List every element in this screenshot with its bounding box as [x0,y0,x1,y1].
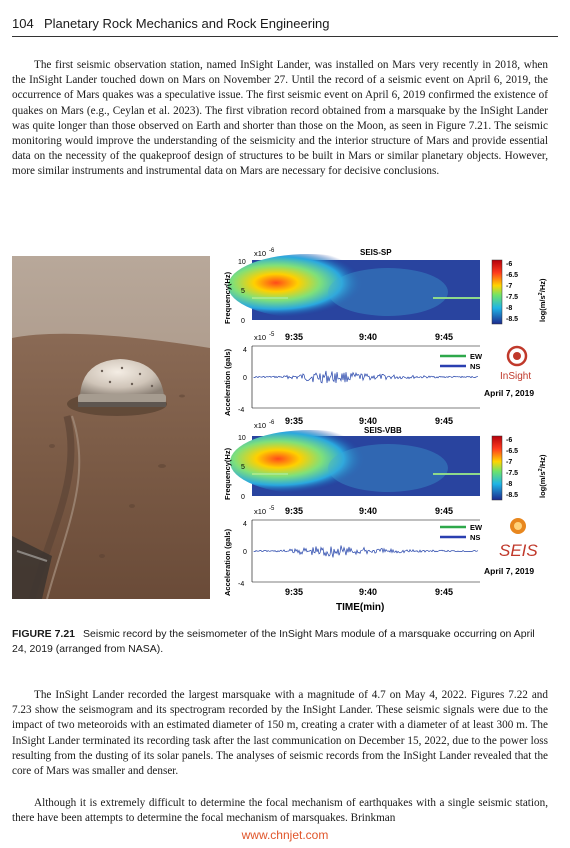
vbb-accel-tick: -4 [238,581,245,588]
vbb-cbar-tick: -7.5 [506,470,519,477]
sp-freq-tick-5: 5 [241,288,245,295]
sp-accel-tick: 4 [243,347,247,354]
sp-cbar-tick: -7.5 [506,294,519,301]
running-header [12,14,558,34]
header-rule [12,36,558,37]
sp-acceleration-trace [254,371,478,383]
sp-time-tick: 9:45 [435,332,454,342]
vbb-cbar-tick: -8 [506,481,513,488]
sp-cbar-tick: -8 [506,305,513,312]
insight-lander-photo [12,256,210,599]
date-label-1: April 7, 2019 [484,388,535,398]
sp-cbar-tick: -7 [506,283,513,290]
seismogram-svg [218,244,558,616]
vbb-time-tick: 9:40 [359,506,378,516]
vbb-freq-exponent: x10 [254,421,267,430]
vbb-accel-tick: 0 [243,549,247,556]
sp-cbar-tick: -8.5 [506,316,519,323]
vbb-cbar-tick: -8.5 [506,492,519,499]
seis-logo-text: SEIS [499,541,538,560]
vbb-freq-axis-label: Frequency(Hz) [223,447,232,500]
bottom-time-tick: 9:35 [285,587,304,597]
vbb-cbar-tick: -6 [506,437,513,444]
seis-logo [499,518,538,560]
legend-ns-label: NS [470,533,481,542]
figure-label: FIGURE 7.21 [12,628,76,640]
sp-accel-exponent-value: -5 [269,332,275,338]
figure-caption [12,627,548,657]
vbb-time-tick: 9:45 [435,506,454,516]
sp-colorbar-label: $\log(m/s^2/Hz)$ [538,278,547,322]
watermark: www.chnjet.com [241,828,329,842]
bottom-time-tick: 9:40 [359,587,378,597]
vbb-spectrogram [230,430,480,496]
figure-caption-text: Seismic record by the seismometer of the InSight Mars module of a marsquake occurring on April 24, 2019 (arranged from NASA). [12,628,535,655]
vbb-acceleration-panel [252,520,480,582]
page-number: 104 [12,16,34,31]
insight-logo [500,347,531,382]
vbb-accel-tick: 4 [243,521,247,528]
sp-accel-axis-label: Acceleration (gals) [223,348,232,416]
body-paragraph-1: The first seismic observation station, named InSight Lander, was installed on Mars very recently in 2018, when the InSight Lander touched down on Mars on November 27. Until the record of a seismic event on April 6, 2019, the occurrence of Mars quakes was a speculative issue. The first seismic event on April 6, 2019 confirmed the existence of quakes on Mars (e.g., Ceylan et al. 2023). The first vibration record obtained from a marsquake by the InSight Lander was quite longer than those observed on Earth and shorter than those on the Moon, as seen in Figure 7.21. The seismic monitoring would improve the understanding of the seismicity and the interior structure of Mars and provide essential data on the necessity of the quakeproof design of structures to be built in Mars or similar planetary objects. However, more similar instruments and instrumental data on Mars are necessary for decisive conclusions. [12,59,548,178]
sp-accel-tick: 0 [243,375,247,382]
vbb-time-tick: 9:35 [285,506,304,516]
vbb-top-time-tick: 9:45 [435,416,454,426]
sp-time-tick: 9:35 [285,332,304,342]
vbb-top-time-tick: 9:35 [285,416,304,426]
body-paragraph-3: Although it is extremely difficult to determine the focal mechanism of earthquakes with a single seismic station, there have been attempts to determine the focal mechanism of marsquakes. Brinkman [12,797,548,825]
sp-freq-exponent: x10 [254,249,267,258]
vbb-accel-exponent-value: -5 [269,506,275,512]
legend-ew-label: EW [470,352,483,361]
legend-ns-label: NS [470,362,481,371]
vbb-colorbar-label: $\log(m/s^2/Hz)$ [538,454,547,498]
sp-time-tick: 9:40 [359,332,378,342]
sp-cbar-tick: -6.5 [506,272,519,279]
vbb-acceleration-trace [254,545,478,557]
sp-cbar-tick: -6 [506,261,513,268]
vbb-cbar-tick: -6.5 [506,448,519,455]
insight-logo-text: InSight [500,371,532,382]
vbb-accel-exponent: x10 [254,507,267,516]
sp-freq-tick-10: 10 [238,259,246,266]
vbb-freq-tick-10: 10 [238,435,246,442]
vbb-freq-exponent-value: -6 [269,420,275,426]
mars-surface-image [12,256,210,599]
vbb-cbar-tick: -7 [506,459,513,466]
legend-ew-label: EW [470,523,483,532]
figure-7-21 [12,244,558,616]
vbb-freq-tick-0: 0 [241,494,245,501]
sp-freq-tick-0: 0 [241,318,245,325]
sp-title: SEIS-SP [360,248,392,257]
body-paragraph-2: The InSight Lander recorded the largest marsquake with a magnitude of 4.7 on May 4, 2022. Figures 7.22 and 7.23 show the seismogram and its spectrogram recorded by the InSight Lander. These seismic signals were due to the impact of two meteoroids with an estimated diameter of 150 m, creating a crater with a diameter of at least 300 m. The InSight Lander terminated its recording task after the last communication on December 15, 2022, due to the power loss resulting from the dusting of its solar panels. The analyses of seismic records from the InSight Lander revealed that the core of Mars was smaller and denser. [12,689,548,778]
bottom-time-tick: 9:45 [435,587,454,597]
time-axis-label: TIME(min) [336,602,385,613]
running-title: Planetary Rock Mechanics and Rock Engineering [44,16,330,31]
sp-colorbar [492,260,502,324]
vbb-accel-axis-label: Acceleration (gals) [223,528,232,596]
sp-spectrogram [228,254,480,320]
vbb-top-time-tick: 9:40 [359,416,378,426]
vbb-colorbar [492,436,502,500]
sp-freq-axis-label: Frequency(Hz) [223,271,232,324]
sp-freq-exponent-value: -6 [269,248,275,254]
vbb-freq-tick-5: 5 [241,464,245,471]
sp-accel-exponent: x10 [254,333,267,342]
seismogram-panels [218,244,558,616]
date-label-2: April 7, 2019 [484,566,535,576]
sp-accel-tick: -4 [238,407,245,414]
vbb-title: SEIS-VBB [364,426,402,435]
